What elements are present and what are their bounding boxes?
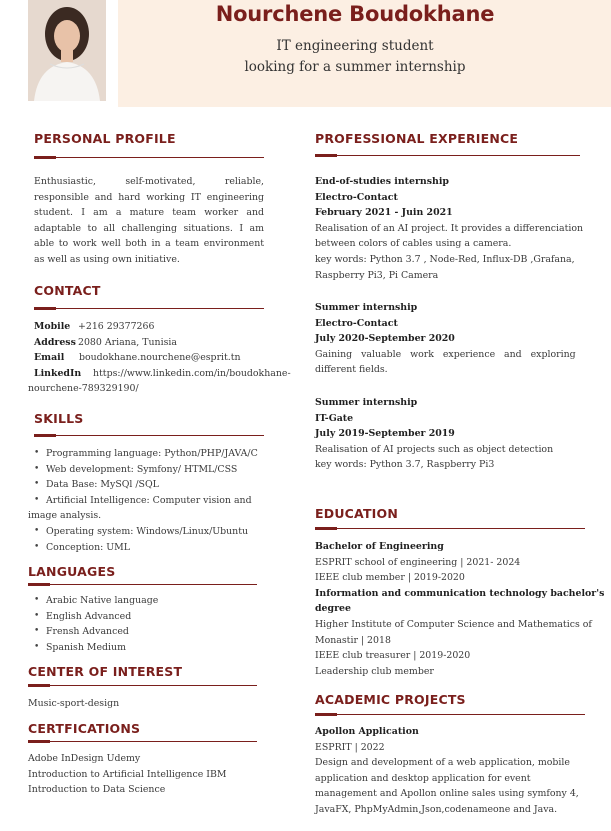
degree-1-school: ESPRIT school of engineering | 2021- 2024 — [315, 556, 521, 568]
contact-title: CONTACT — [34, 283, 101, 298]
project-desc-line: JavaFX, PhpMyAdmin,Json,codenameone and Java. — [315, 803, 558, 815]
projects-title: ACADEMIC PROJECTS — [315, 692, 466, 707]
certifications-list — [28, 751, 278, 798]
language-item: • Arabic Native language — [28, 593, 258, 609]
skill-item: • Data Base: MySQl /SQL — [28, 477, 288, 493]
certification-item: Adobe InDesign Udemy — [28, 753, 141, 764]
project-name: Apollon Application — [315, 726, 419, 737]
mobile-value: +216 29377266 — [78, 321, 155, 332]
profile-text: Enthusiastic, self-motivated, reliable, responsible and hard working IT engineering student. I am a mature team worker and adaptable to all challenging situations. I am able to work well both in a team environment as well as using own initiative. — [34, 176, 264, 265]
projects-rule — [315, 714, 585, 715]
project-org: ESPRIT | 2022 — [315, 741, 385, 753]
profile-title: PERSONAL PROFILE — [34, 131, 176, 146]
languages-title: LANGUAGES — [28, 564, 116, 579]
experience-rule — [315, 155, 580, 156]
skills-title: SKILLS — [34, 411, 84, 426]
interest-text: Music-sport-design — [28, 698, 120, 709]
certifications-title: CERTFICATIONS — [28, 721, 141, 736]
job-desc-line: Realisation of an AI project. It provides a differenciation — [315, 222, 584, 234]
linkedin-value-1[interactable]: https://www.linkedin.com/in/boudokhane- — [93, 367, 291, 379]
job-dates: July 2019-September 2019 — [315, 428, 455, 440]
skills-list — [28, 446, 288, 555]
degree-2-line-1: Information and communication technology bachelor's — [315, 587, 605, 599]
degree-2-school-1: Higher Institute of Computer Science and Mathematics of — [315, 618, 592, 630]
job-3 — [315, 395, 581, 473]
skill-item: • Programming language: Python/PHP/JAVA/C — [28, 446, 288, 462]
education-title: EDUCATION — [315, 506, 399, 521]
contact-rule — [34, 308, 264, 309]
degree-2-club-2: Leadership club member — [315, 665, 434, 677]
email-label: Email — [34, 352, 65, 364]
language-item: • English Advanced — [28, 609, 258, 625]
job-role: Summer internship — [315, 302, 418, 313]
education-rule — [315, 528, 585, 529]
job-role: Summer internship — [315, 397, 418, 408]
skill-item: • Conception: UML — [28, 540, 288, 556]
linkedin-value-2[interactable]: nourchene-789329190/ — [28, 383, 139, 395]
project-desc-line: Design and development of a web application, mobile — [315, 757, 570, 769]
job-desc-line: Gaining valuable work experience and exploring — [315, 348, 576, 360]
certifications-rule — [28, 741, 257, 742]
skill-item: • Operating system: Windows/Linux/Ubuntu — [28, 524, 288, 540]
interest-title: CENTER OF INTEREST — [28, 664, 183, 679]
education-block — [315, 539, 605, 679]
certification-item: Introduction to Artificial Intelligence IBM — [28, 768, 227, 780]
skill-item: • Web development: Symfony/ HTML/CSS — [28, 462, 288, 478]
languages-rule — [28, 584, 257, 585]
email-value[interactable]: boudokhane.nourchene@esprit.tn — [79, 352, 241, 364]
portrait-image — [28, 0, 106, 101]
profile-rule — [34, 157, 264, 158]
job-desc-line: Realisation of AI projects such as object detection — [315, 443, 554, 455]
project-desc-line: application and desktop application for event — [315, 772, 531, 784]
job-desc-line: key words: Python 3.7 , Node-Red, Influx-DB ,Grafana, — [315, 253, 575, 265]
job-company: Electro-Contact — [315, 317, 398, 329]
profile-photo — [28, 0, 106, 101]
degree-1: Bachelor of Engineering — [315, 541, 444, 552]
address-value: 2080 Ariana, Tunisia — [78, 336, 177, 348]
degree-1-club: IEEE club member | 2019-2020 — [315, 572, 465, 584]
job-desc-line: between colors of cables using a camera. — [315, 238, 512, 250]
job-dates: July 2020-September 2020 — [315, 333, 455, 345]
job-desc-line: key words: Python 3.7, Raspberry Pi3 — [315, 459, 495, 471]
job-desc-line: Raspberry Pi3, Pi Camera — [315, 269, 439, 281]
skills-rule — [34, 435, 264, 436]
degree-2-club: IEEE club treasurer | 2019-2020 — [315, 650, 471, 662]
job-2 — [315, 300, 581, 378]
interest-rule — [28, 685, 257, 686]
job-1 — [315, 174, 584, 283]
subtitle-line-2: looking for a summer internship — [244, 59, 466, 75]
languages-list — [28, 593, 258, 655]
job-role: End-of-studies internship — [315, 176, 449, 187]
degree-2-school-2: Monastir | 2018 — [315, 634, 391, 646]
job-desc-line: different fields. — [315, 364, 388, 376]
address-label: Address — [34, 336, 76, 348]
skill-item-continued: image analysis. — [28, 510, 102, 522]
language-item: • Frensh Advanced — [28, 624, 258, 640]
project-desc-line: management and Apollon online sales using symfony 4, — [315, 788, 579, 800]
mobile-label: Mobile — [34, 321, 71, 332]
candidate-name: Nourchene Boudokhane — [215, 2, 495, 26]
linkedin-label: LinkedIn — [34, 367, 82, 379]
subtitle-line-1: IT engineering student — [276, 38, 434, 54]
skill-item: • Artificial Intelligence: Computer vision and — [28, 493, 288, 509]
projects-block — [315, 724, 585, 818]
language-item: • Spanish Medium — [28, 640, 258, 656]
job-company: IT-Gate — [315, 412, 354, 424]
job-company: Electro-Contact — [315, 191, 398, 203]
job-dates: February 2021 - Juin 2021 — [315, 207, 453, 219]
contact-block — [28, 319, 304, 397]
degree-2-line-2: degree — [315, 603, 351, 615]
experience-title: PROFESSIONAL EXPERIENCE — [315, 131, 519, 146]
certification-item: Introduction to Data Science — [28, 784, 166, 796]
